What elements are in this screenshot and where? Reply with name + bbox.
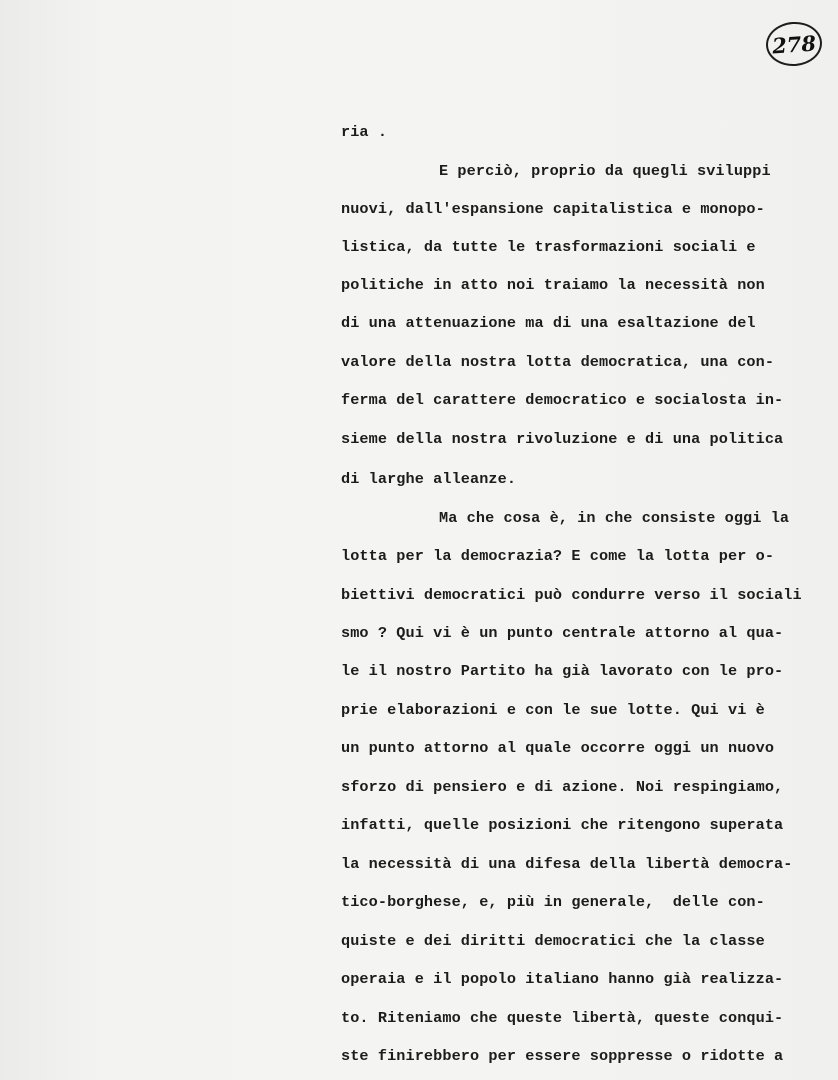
text-line: to. Riteniamo che queste libertà, queste conqui-	[341, 1009, 784, 1027]
text-line: politiche in atto noi traiamo la necessità non	[341, 276, 765, 294]
text-line: un punto attorno al quale occorre oggi un nuovo	[341, 739, 775, 757]
text-line: di larghe alleanze.	[341, 470, 517, 488]
text-line: infatti, quelle posizioni che ritengono superata	[341, 816, 784, 834]
text-line: le il nostro Partito ha già lavorato con le pro-	[341, 662, 784, 680]
text-line: nuovi, dall'espansione capitalistica e monopo-	[341, 200, 765, 218]
text-line: Ma che cosa è, in che consiste oggi la	[439, 509, 790, 527]
text-line: listica, da tutte le trasformazioni sociali e	[341, 238, 756, 256]
text-line: di una attenuazione ma di una esaltazione del	[341, 314, 756, 332]
text-line: sieme della nostra rivoluzione e di una politica	[341, 430, 784, 448]
text-line: smo ? Qui vi è un punto centrale attorno al qua-	[341, 624, 784, 642]
text-line: quiste e dei diritti democratici che la classe	[341, 932, 765, 950]
text-line: valore della nostra lotta democratica, una con-	[341, 353, 775, 371]
text-line: E perciò, proprio da quegli sviluppi	[439, 162, 771, 180]
text-line: ferma del carattere democratico e socialosta in-	[341, 391, 784, 409]
text-line: sforzo di pensiero e di azione. Noi respingiamo,	[341, 778, 784, 796]
text-line: prie elaborazioni e con le sue lotte. Qui vi è	[341, 701, 765, 719]
text-line: ria .	[341, 123, 388, 141]
page-number-stamp	[765, 20, 824, 68]
text-line: operaia e il popolo italiano hanno già realizza-	[341, 970, 784, 988]
page-number: 278	[771, 30, 817, 58]
text-line: la necessità di una difesa della libertà democra-	[341, 855, 793, 873]
text-line: tico-borghese, e, più in generale, delle con-	[341, 893, 765, 911]
text-line: biettivi democratici può condurre verso il sociali	[341, 586, 802, 604]
text-line: ste finirebbero per essere soppresse o ridotte a	[341, 1047, 784, 1065]
text-line: lotta per la democrazia? E come la lotta per o-	[341, 547, 775, 565]
